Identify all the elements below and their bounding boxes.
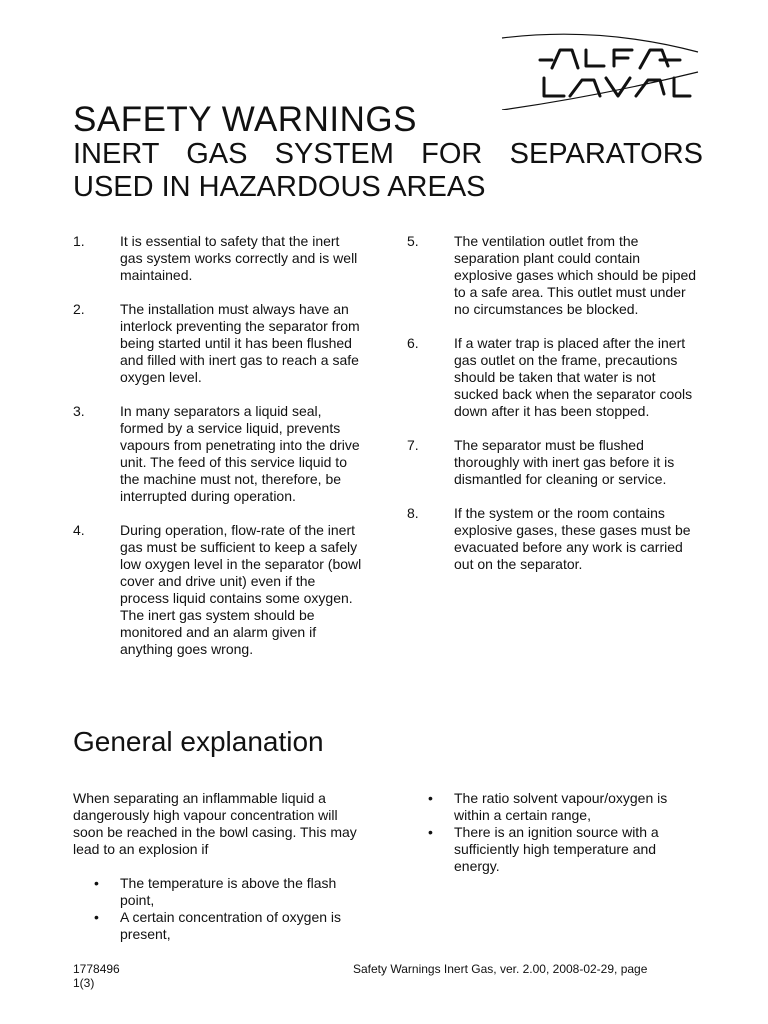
- conditions-list-left: [73, 875, 373, 943]
- warnings-left-column: [73, 233, 373, 675]
- list-item-text: A certain concentration of oxygen is present,: [120, 909, 342, 942]
- footer-doc-info: Safety Warnings Inert Gas, ver. 2.00, 2008-02-29, page: [353, 962, 648, 976]
- warning-item: [73, 522, 373, 658]
- warning-text: In many separators a liquid seal, formed by a service liquid, prevents vapours from penetrating into the drive unit. The feed of this service liquid to the machine must not, therefore, be interrupted during operation.: [120, 403, 360, 504]
- warning-item: [407, 505, 707, 573]
- warning-item: [73, 301, 373, 386]
- warning-text: The ventilation outlet from the separation plant could contain explosive gases which should be piped to a safe area. This outlet must under no circumstances be blocked.: [454, 233, 697, 317]
- document-number: 1778496: [73, 962, 120, 976]
- warning-item: [407, 233, 707, 318]
- page-count: 1(3): [73, 976, 95, 990]
- list-item-text: The ratio solvent vapour/oxygen is within a certain range,: [454, 790, 668, 823]
- document-subtitle: [73, 138, 703, 204]
- warning-number: 8.: [407, 505, 419, 521]
- warning-number: 3.: [73, 403, 85, 419]
- list-item: [73, 909, 373, 943]
- subtitle-line-1: INERT GAS SYSTEM FOR SEPARATORS: [73, 138, 703, 170]
- list-item: [73, 875, 373, 909]
- list-item-text: The temperature is above the flash point,: [120, 875, 337, 908]
- warning-item: [73, 233, 373, 284]
- warning-text: If the system or the room contains explosive gases, these gases must be evacuated before any work is carried out on the separator.: [454, 505, 691, 572]
- warning-number: 5.: [407, 233, 419, 249]
- list-item: [407, 790, 707, 824]
- warning-text: If a water trap is placed after the inert gas outlet on the frame, precautions should be taken that water is not sucked back when the separator cools down after it has been stopped.: [454, 335, 693, 419]
- general-explanation-heading: General explanation: [73, 726, 324, 757]
- conditions-list-right: [407, 790, 707, 875]
- document-title: SAFETY WARNINGS: [73, 100, 417, 139]
- bullet-icon: •: [94, 875, 99, 891]
- general-intro-paragraph: When separating an inflammable liquid a dangerously high vapour concentration will soon be reached in the bowl casing. This may lead to an explosion if: [73, 790, 357, 857]
- warning-text: The separator must be flushed thoroughly with inert gas before it is dismantled for cleaning or service.: [454, 437, 675, 487]
- subtitle-line-2: USED IN HAZARDOUS AREAS: [73, 171, 486, 203]
- bullet-icon: •: [428, 824, 433, 840]
- warning-number: 4.: [73, 522, 85, 538]
- warning-text: It is essential to safety that the inert gas system works correctly and is well maintained.: [120, 233, 358, 283]
- list-item: [407, 824, 707, 875]
- warning-text: During operation, flow-rate of the inert gas must be sufficient to keep a safely low oxygen level in the separator (bowl cover and drive unit) even if the process liquid contains some oxygen. The inert gas system should be monitored and an alarm given if anything goes wrong.: [120, 522, 362, 657]
- warning-text: The installation must always have an interlock preventing the separator from being started until it has been flushed and filled with inert gas to reach a safe oxygen level.: [120, 301, 360, 385]
- alfa-laval-logo: [500, 30, 700, 110]
- bullet-icon: •: [94, 909, 99, 925]
- warning-number: 2.: [73, 301, 85, 317]
- warning-number: 1.: [73, 233, 85, 249]
- warnings-right-column: [407, 233, 707, 590]
- bullet-icon: •: [428, 790, 433, 806]
- warning-item: [407, 335, 707, 420]
- warning-number: 7.: [407, 437, 419, 453]
- footer-left: [73, 962, 193, 990]
- warning-item: [73, 403, 373, 505]
- list-item-text: There is an ignition source with a sufficiently high temperature and energy.: [454, 824, 659, 874]
- warning-number: 6.: [407, 335, 419, 351]
- warning-item: [407, 437, 707, 488]
